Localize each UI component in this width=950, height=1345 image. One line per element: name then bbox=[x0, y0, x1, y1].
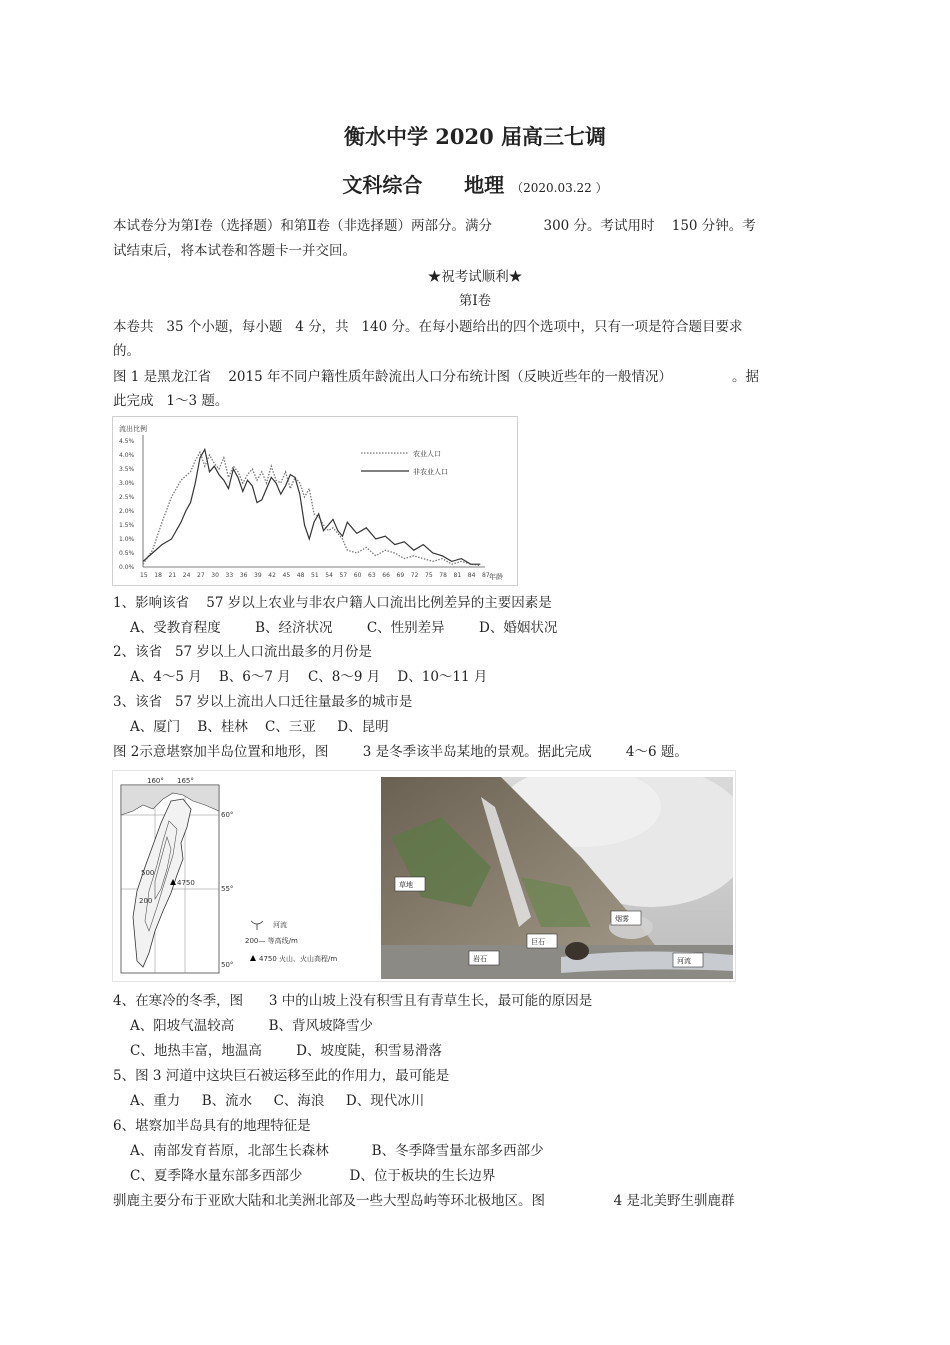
lat-label-55: 55° bbox=[221, 885, 234, 893]
x-tick-label: 69 bbox=[396, 572, 405, 579]
question-2-stem: 2、该省 57 岁以上人口流出最多的月份是 bbox=[113, 644, 372, 660]
label-river: 河流 bbox=[677, 957, 691, 965]
y-tick-label: 2.0% bbox=[119, 508, 135, 515]
label-smoke: 烟雾 bbox=[615, 915, 629, 923]
question-3-stem: 3、该省 57 岁以上流出人口迁往量最多的城市是 bbox=[113, 694, 413, 710]
lat-label-50: 50° bbox=[221, 961, 234, 969]
lon-label-165: 165° bbox=[177, 777, 194, 785]
question-5-stem: 5、图 3 河道中这块巨石被运移至此的作用力，最可能是 bbox=[113, 1068, 450, 1084]
contour-label-200: 200 bbox=[139, 897, 153, 905]
y-tick-label: 3.5% bbox=[119, 466, 135, 473]
intro-line-1: 本试卷分为第Ⅰ卷（选择题）和第Ⅱ卷（非选择题）两部分。满分 300 分。考试用时 150 分钟。考 bbox=[113, 218, 756, 234]
river-legend-icon bbox=[251, 921, 263, 930]
question-1-stem: 1、影响该省 57 岁以上农业与非农户籍人口流出比例差异的主要因素是 bbox=[113, 595, 552, 611]
y-tick-label: 2.5% bbox=[119, 494, 135, 501]
x-tick-label: 72 bbox=[410, 572, 419, 579]
contour-label-500: 500 bbox=[141, 869, 155, 877]
y-tick-label: 1.0% bbox=[119, 536, 135, 543]
instruction-line-1: 本卷共 35 个小题，每小题 4 分，共 140 分。在每小题给出的四个选项中，只有一项是符合题目要求 bbox=[113, 319, 743, 335]
x-tick-label: 27 bbox=[197, 572, 205, 579]
x-tick-label: 66 bbox=[382, 572, 390, 579]
y-tick-label: 4.0% bbox=[119, 452, 135, 459]
peak-elevation-label: 4750 bbox=[177, 879, 195, 887]
legend-label-1: 农业人口 bbox=[413, 450, 441, 458]
y-tick-label: 0.5% bbox=[119, 550, 135, 557]
x-tick-label: 57 bbox=[339, 572, 348, 579]
lat-label-60: 60° bbox=[221, 811, 234, 819]
label-rock: 岩石 bbox=[473, 955, 487, 963]
x-tick-label: 15 bbox=[140, 572, 148, 579]
legend-label-2: 非农业人口 bbox=[413, 468, 448, 476]
question-2-options: A、4～5 月 B、6～7 月 C、8～9 月 D、10～11 月 bbox=[130, 669, 488, 685]
x-tick-label: 33 bbox=[225, 572, 234, 579]
legend-volcano: 4750 火山、火山高程/m bbox=[259, 955, 338, 963]
y-tick-label: 1.5% bbox=[119, 522, 135, 529]
legend-contour: 200— 等高线/m bbox=[245, 937, 298, 945]
figure1-intro-line-1: 图 1 是黑龙江省 2015 年不同户籍性质年龄流出人口分布统计图（反映近些年的一般情况） 。据 bbox=[113, 369, 760, 385]
intro-line-2: 试结束后，将本试卷和答题卡一并交回。 bbox=[113, 243, 356, 259]
x-tick-label: 51 bbox=[311, 572, 319, 579]
x-tick-label: 54 bbox=[325, 572, 333, 579]
migration-line-chart bbox=[113, 417, 517, 585]
winter-landscape-photo bbox=[381, 777, 733, 979]
x-tick-label: 48 bbox=[296, 572, 305, 579]
x-tick-label: 39 bbox=[254, 572, 262, 579]
y-tick-label: 3.0% bbox=[119, 480, 135, 487]
x-tick-label: 42 bbox=[268, 572, 276, 579]
x-tick-label: 21 bbox=[168, 572, 177, 579]
legend-river: 河流 bbox=[273, 921, 287, 929]
subject-name: 文科综合 地理 bbox=[342, 173, 505, 197]
x-tick-label: 18 bbox=[154, 572, 162, 579]
x-tick-label: 30 bbox=[211, 572, 219, 579]
x-tick-label: 87 bbox=[482, 572, 490, 579]
figure1-intro-line-2: 此完成 1～3 题。 bbox=[113, 393, 229, 409]
question-5-options: A、重力 B、流水 C、海浪 D、现代冰川 bbox=[130, 1093, 425, 1109]
instruction-line-2: 的。 bbox=[113, 343, 140, 359]
label-boulder: 巨石 bbox=[531, 938, 545, 946]
question-4-options-2: C、地热丰富，地温高 D、坡度陡，积雪易滑落 bbox=[130, 1043, 442, 1059]
x-tick-label: 63 bbox=[368, 572, 376, 579]
question-1-options: A、受教育程度 B、经济状况 C、性别差异 D、婚姻状况 bbox=[130, 620, 558, 636]
question-3-options: A、厦门 B、桂林 C、三亚 D、昆明 bbox=[130, 719, 389, 735]
figure1-chart-frame bbox=[112, 416, 518, 586]
good-luck-wish: ★祝考试顺利★ bbox=[427, 269, 523, 285]
series-line-2 bbox=[143, 449, 480, 564]
figure2-intro: 图 2示意堪察加半岛位置和地形，图 3 是冬季该半岛某地的景观。据此完成 4～6 题。 bbox=[113, 744, 688, 760]
question-6-stem: 6、堪察加半岛具有的地理特征是 bbox=[113, 1118, 311, 1134]
x-tick-label: 24 bbox=[182, 572, 191, 579]
x-tick-label: 45 bbox=[282, 572, 291, 579]
figure2-frame bbox=[112, 770, 736, 982]
exam-date: （2020.03.22 ） bbox=[511, 181, 608, 195]
lon-label-160: 160° bbox=[147, 777, 164, 785]
x-tick-label: 36 bbox=[239, 572, 248, 579]
x-tick-label: 81 bbox=[453, 572, 462, 579]
exam-title: 衡水中学 2020 届高三七调 bbox=[343, 124, 607, 149]
y-tick-label: 0.0% bbox=[119, 564, 135, 571]
x-tick-label: 75 bbox=[425, 572, 433, 579]
question-4-options-1: A、阳坡气温较高 B、背风坡降雪少 bbox=[130, 1018, 373, 1034]
question-4-stem: 4、在寒冷的冬季，图 3 中的山坡上没有积雪且有青草生长，最可能的原因是 bbox=[113, 993, 593, 1009]
x-axis-label: 年龄 bbox=[489, 573, 503, 581]
part-title: 第Ⅰ卷 bbox=[458, 293, 492, 309]
question-6-options-1: A、南部发育苔原，北部生长森林 B、冬季降雪量东部多西部少 bbox=[130, 1143, 544, 1159]
volcano-legend-icon bbox=[250, 955, 256, 961]
boulder bbox=[565, 942, 589, 960]
y-tick-label: 4.5% bbox=[119, 438, 135, 445]
x-tick-label: 78 bbox=[439, 572, 447, 579]
question-6-options-2: C、夏季降水量东部多西部少 D、位于板块的生长边界 bbox=[130, 1168, 496, 1184]
footer-paragraph: 驯鹿主要分布于亚欧大陆和北美洲北部及一些大型岛屿等环北极地区。图 4 是北美野生驯鹿群 bbox=[113, 1193, 735, 1209]
x-tick-label: 60 bbox=[353, 572, 362, 579]
x-tick-label: 84 bbox=[467, 572, 476, 579]
y-axis-label: 流出比例 bbox=[119, 425, 147, 433]
exam-subtitle bbox=[0, 173, 950, 197]
label-grassland: 草地 bbox=[399, 881, 413, 889]
kamchatka-map bbox=[113, 771, 373, 981]
